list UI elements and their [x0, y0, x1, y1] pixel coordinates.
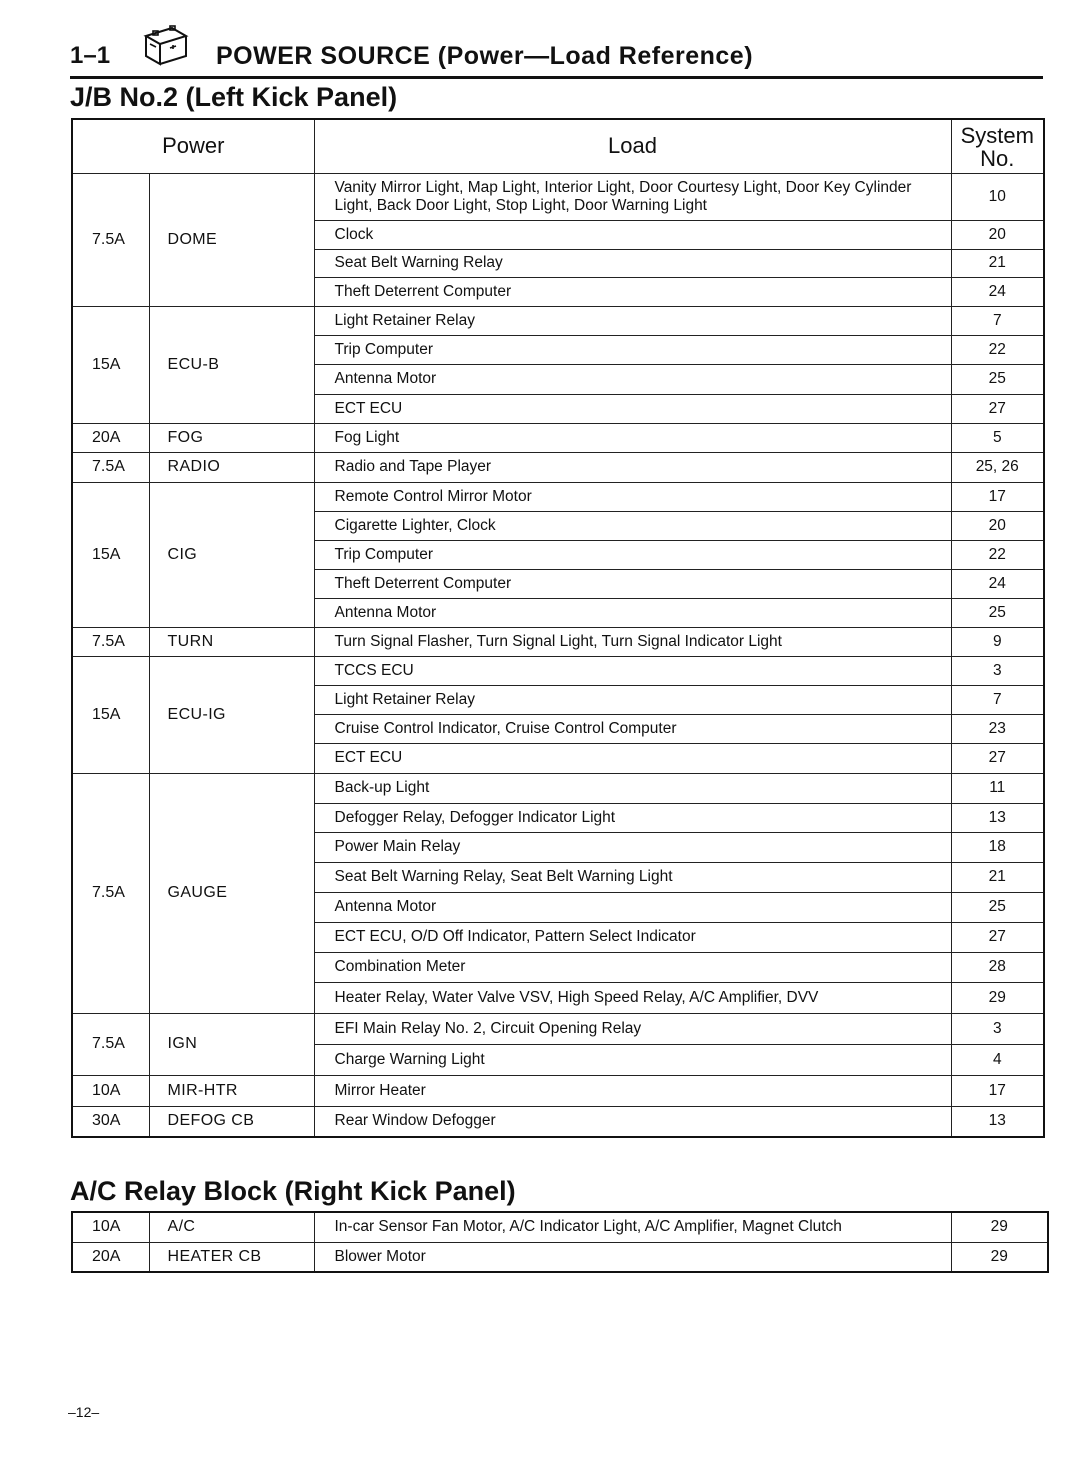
system-number: 17 [951, 1075, 1044, 1106]
system-number: 22 [951, 335, 1044, 364]
system-number: 25 [951, 364, 1044, 394]
fuse-name: TURN [149, 627, 314, 656]
load-description: Antenna Motor [314, 598, 951, 627]
system-number: 21 [951, 249, 1044, 277]
load-description: Vanity Mirror Light, Map Light, Interior Light, Door Courtesy Light, Door Key Cylinder Light, Back Door Light, Stop Light, Door Warning Light [314, 173, 951, 220]
load-description: Defogger Relay, Defogger Indicator Light [314, 803, 951, 832]
fuse-name: RADIO [149, 452, 314, 482]
load-description: TCCS ECU [314, 656, 951, 685]
system-number: 29 [951, 982, 1044, 1013]
fuse-name: ECU-IG [149, 656, 314, 773]
fuse-name: GAUGE [149, 773, 314, 1013]
load-description: Charge Warning Light [314, 1044, 951, 1075]
fuse-name: CIG [149, 482, 314, 627]
load-description: Seat Belt Warning Relay, Seat Belt Warning Light [314, 862, 951, 892]
section-number: 1–1 [70, 42, 111, 69]
fuse-amperage: 7.5A [72, 773, 149, 1013]
load-description: Light Retainer Relay [314, 306, 951, 335]
system-number: 25 [951, 598, 1044, 627]
fuse-amperage: 7.5A [72, 173, 149, 306]
load-description: Cigarette Lighter, Clock [314, 511, 951, 540]
table-row [72, 306, 1044, 335]
system-number: 20 [951, 220, 1044, 249]
power-column-header: Power [72, 119, 314, 173]
system-number: 3 [951, 1013, 1044, 1044]
system-number: 24 [951, 277, 1044, 306]
table-row [72, 423, 1044, 452]
load-description: Radio and Tape Player [314, 452, 951, 482]
load-description: Heater Relay, Water Valve VSV, High Speed Relay, A/C Amplifier, DVV [314, 982, 951, 1013]
system-number: 27 [951, 922, 1044, 952]
system-number: 3 [951, 656, 1044, 685]
fuse-amperage: 10A [72, 1075, 149, 1106]
table-header-row [72, 119, 1044, 173]
system-number: 22 [951, 540, 1044, 569]
load-description: Mirror Heater [314, 1075, 951, 1106]
load-description: Rear Window Defogger [314, 1106, 951, 1137]
fuse-amperage: 30A [72, 1106, 149, 1137]
fuse-name: FOG [149, 423, 314, 452]
header-title: POWER SOURCE (Power—Load Reference) [216, 42, 754, 70]
table-row [72, 482, 1044, 511]
load-description: Antenna Motor [314, 892, 951, 922]
fuse-name: A/C [149, 1212, 314, 1242]
load-description: Power Main Relay [314, 832, 951, 862]
fuse-name: DOME [149, 173, 314, 306]
table-row [72, 452, 1044, 482]
table-row [72, 1013, 1044, 1044]
load-description: Trip Computer [314, 540, 951, 569]
load-description: EFI Main Relay No. 2, Circuit Opening Relay [314, 1013, 951, 1044]
fuse-amperage: 15A [72, 482, 149, 627]
load-column-header: Load [314, 119, 951, 173]
system-number: 7 [951, 685, 1044, 714]
system-header-line1: System [960, 123, 1034, 149]
system-number: 27 [951, 394, 1044, 423]
system-number: 11 [951, 773, 1044, 803]
system-number: 13 [951, 803, 1044, 832]
load-description: Trip Computer [314, 335, 951, 364]
load-description: Back-up Light [314, 773, 951, 803]
jb2-fuse-table [71, 118, 1045, 1138]
table-row [72, 1075, 1044, 1106]
load-description: Antenna Motor [314, 364, 951, 394]
load-description: Cruise Control Indicator, Cruise Control Computer [314, 714, 951, 743]
system-number: 13 [951, 1106, 1044, 1137]
system-number: 29 [951, 1212, 1048, 1242]
load-description: Fog Light [314, 423, 951, 452]
fuse-amperage: 15A [72, 306, 149, 423]
ac-fuse-table [71, 1211, 1049, 1273]
system-number: 24 [951, 569, 1044, 598]
fuse-name: MIR-HTR [149, 1075, 314, 1106]
system-header-line2: No. [980, 146, 1015, 172]
system-number: 25 [951, 892, 1044, 922]
system-no-column-header [951, 119, 1044, 173]
ac-section-title: A/C Relay Block (Right Kick Panel) [70, 1176, 516, 1206]
table-row [72, 1212, 1048, 1242]
load-description: Turn Signal Flasher, Turn Signal Light, Turn Signal Indicator Light [314, 627, 951, 656]
load-description: In-car Sensor Fan Motor, A/C Indicator Light, A/C Amplifier, Magnet Clutch [314, 1212, 951, 1242]
fuse-name: DEFOG CB [149, 1106, 314, 1137]
table-row [72, 1106, 1044, 1137]
load-description: ECT ECU [314, 394, 951, 423]
load-description: Clock [314, 220, 951, 249]
fuse-name: IGN [149, 1013, 314, 1075]
load-description: ECT ECU [314, 743, 951, 773]
fuse-amperage: 10A [72, 1212, 149, 1242]
system-number: 18 [951, 832, 1044, 862]
system-number: 28 [951, 952, 1044, 982]
system-number: 7 [951, 306, 1044, 335]
jb2-section-title: J/B No.2 (Left Kick Panel) [70, 82, 398, 112]
table-row [72, 656, 1044, 685]
system-number: 9 [951, 627, 1044, 656]
page-header [70, 22, 1043, 79]
system-number: 17 [951, 482, 1044, 511]
load-description: Theft Deterrent Computer [314, 277, 951, 306]
load-description: Theft Deterrent Computer [314, 569, 951, 598]
system-number: 25, 26 [951, 452, 1044, 482]
load-description: Remote Control Mirror Motor [314, 482, 951, 511]
fuse-amperage: 20A [72, 1242, 149, 1272]
page-number: –12– [68, 1404, 100, 1420]
table-row [72, 173, 1044, 220]
fuse-amperage: 7.5A [72, 627, 149, 656]
system-number: 23 [951, 714, 1044, 743]
load-description: Combination Meter [314, 952, 951, 982]
table-row [72, 773, 1044, 803]
fuse-amperage: 7.5A [72, 452, 149, 482]
system-number: 10 [951, 173, 1044, 220]
fuse-amperage: 7.5A [72, 1013, 149, 1075]
table-row [72, 1242, 1048, 1272]
system-number: 4 [951, 1044, 1044, 1075]
system-number: 27 [951, 743, 1044, 773]
fuse-amperage: 15A [72, 656, 149, 773]
fuse-name: ECU-B [149, 306, 314, 423]
table-row [72, 627, 1044, 656]
load-description: Light Retainer Relay [314, 685, 951, 714]
load-description: Blower Motor [314, 1242, 951, 1272]
fuse-amperage: 20A [72, 423, 149, 452]
load-description: ECT ECU, O/D Off Indicator, Pattern Select Indicator [314, 922, 951, 952]
system-number: 20 [951, 511, 1044, 540]
fuse-name: HEATER CB [149, 1242, 314, 1272]
system-number: 5 [951, 423, 1044, 452]
system-number: 29 [951, 1242, 1048, 1272]
battery-icon [142, 22, 190, 68]
system-number: 21 [951, 862, 1044, 892]
load-description: Seat Belt Warning Relay [314, 249, 951, 277]
